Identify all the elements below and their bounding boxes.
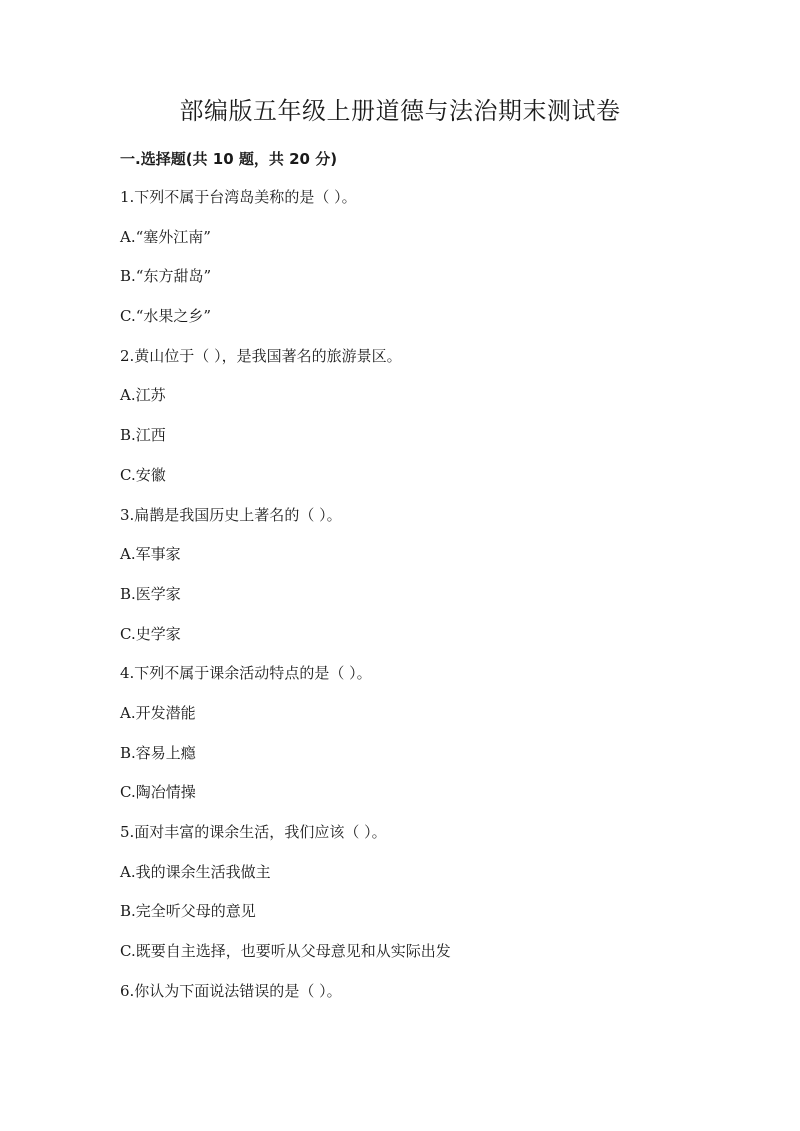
option-line: A.江苏 (120, 386, 166, 405)
page-title: 部编版五年级上册道德与法治期末测试卷 (179, 97, 621, 125)
option-line: A.军事家 (120, 545, 181, 564)
option-line: B.容易上瘾 (120, 743, 196, 762)
question-line: 6.你认为下面说法错误的是（ ）。 (120, 981, 342, 1000)
option-line: A.“塞外江南” (120, 227, 211, 246)
option-line: B.医学家 (120, 584, 181, 603)
option-line: B.江西 (120, 426, 166, 445)
option-line: C.安徽 (120, 465, 166, 484)
question-line: 5.面对丰富的课余生活，我们应该（ ）。 (120, 823, 387, 841)
question-list (120, 186, 720, 1019)
option-line: A.我的课余生活我做主 (120, 862, 271, 881)
section-heading: 一.选择题(共 10 题，共 20 分) (120, 150, 338, 168)
option-line: B.“东方甜岛” (120, 267, 212, 286)
option-line: C.陶冶情操 (120, 783, 196, 802)
option-line: C.既要自主选择，也要听从父母意见和从实际出发 (120, 942, 451, 961)
option-line: B.完全听父母的意见 (120, 902, 256, 921)
option-line: C.史学家 (120, 624, 181, 643)
question-line: 4.下列不属于课余活动特点的是（ ）。 (120, 664, 372, 683)
question-line: 2.黄山位于（ ），是我国著名的旅游景区。 (120, 346, 402, 365)
option-line: A.开发潜能 (120, 703, 196, 722)
question-line: 1.下列不属于台湾岛美称的是（ ）。 (120, 188, 357, 206)
option-line: C.“水果之乡” (120, 307, 212, 326)
question-line: 3.扁鹊是我国历史上著名的（ ）。 (120, 505, 342, 524)
